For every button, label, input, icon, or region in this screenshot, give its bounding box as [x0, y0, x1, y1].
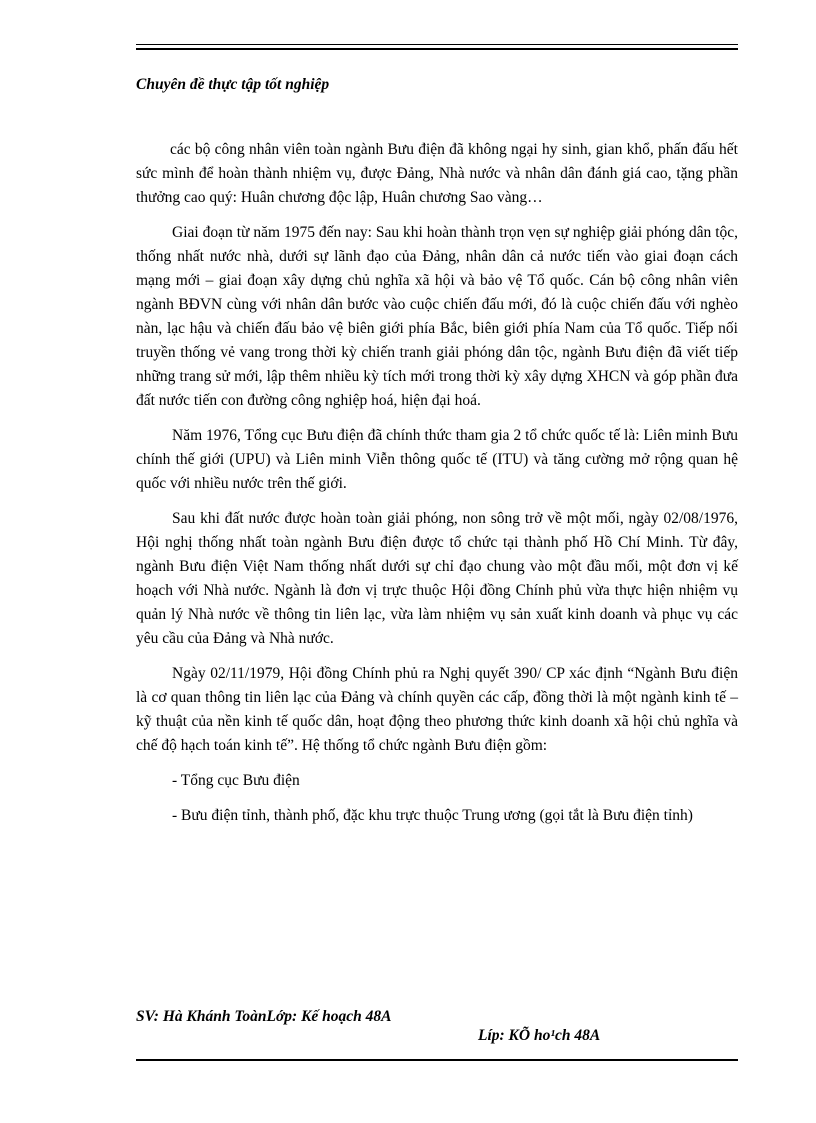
footer-rule [136, 1059, 738, 1061]
header-rule-thin [136, 44, 738, 45]
paragraph: Ngày 02/11/1979, Hội đồng Chính phủ ra Nghị quyết 390/ CP xác định “Ngành Bưu điện là cơ quan thông tin liên lạc của Đảng và chính quyền các cấp, đồng thời là một ngành kinh tế – kỹ thuật của nền kinh tế quốc dân, hoạt động theo phương thức kinh doanh xã hội chủ nghĩa và chế độ hạch toán kinh tế”. Hệ thống tổ chức ngành Bưu điện gồm: [136, 665, 738, 754]
document-body [136, 138, 738, 839]
list-item: - Bưu điện tỉnh, thành phố, đặc khu trực thuộc Trung ương (gọi tắt là Bưu điện tỉnh) [172, 807, 693, 824]
paragraph: Giai đoạn từ năm 1975 đến nay: Sau khi hoàn thành trọn vẹn sự nghiệp giải phóng dân tộc, thống nhất nước nhà, dưới sự lãnh đạo của Đảng, nhân dân cả nước tiến vào giai đoạn cách mạng mới – giai đoạn xây dựng chủ nghĩa xã hội và bảo vệ Tổ quốc. Cán bộ công nhân viên ngành BĐVN cùng với nhân dân bước vào cuộc chiến đấu mới, đó là cuộc chiến đấu với nghèo nàn, lạc hậu và chiến đấu bảo vệ biên giới phía Bắc, biên giới phía Nam của Tổ quốc. Tiếp nối truyền thống vẻ vang trong thời kỳ chiến tranh giải phóng dân tộc, ngành Bưu điện đã viết tiếp những trang sử mới, lập thêm nhiều kỳ tích mới trong thời kỳ xây dựng XHCN và góp phần đưa đất nước tiến con đường công nghiệp hoá, hiện đại hoá. [136, 224, 738, 409]
list-item: - Tổng cục Bưu điện [172, 772, 300, 789]
footer-class-line: Líp: KÕ ho¹ch 48A [478, 1027, 601, 1044]
paragraph: Năm 1976, Tổng cục Bưu điện đã chính thức tham gia 2 tổ chức quốc tế là: Liên minh Bưu chính thế giới (UPU) và Liên minh Viễn thông quốc tế (ITU) và tăng cường mở rộng quan hệ quốc với nhiều nước trên thế giới. [136, 427, 738, 492]
paragraph: Sau khi đất nước được hoàn toàn giải phóng, non sông trở về một mối, ngày 02/08/1976, Hội nghị thống nhất toàn ngành Bưu điện được tổ chức tại thành phố Hồ Chí Minh. Từ đây, ngành Bưu điện Việt Nam thống nhất dưới sự chỉ đạo chung vào một đầu mối, một đơn vị kế hoạch với Nhà nước. Ngành là đơn vị trực thuộc Hội đồng Chính phủ vừa thực hiện nhiệm vụ quản lý Nhà nước về thông tin liên lạc, vừa làm nhiệm vụ sản xuất kinh doanh và phục vụ các yêu cầu của Đảng và Nhà nước. [136, 510, 738, 647]
paragraph: các bộ công nhân viên toàn ngành Bưu điện đã không ngại hy sinh, gian khổ, phấn đấu hết sức mình để hoàn thành nhiệm vụ, được Đảng, Nhà nước và nhân dân đánh giá cao, tặng phần thưởng cao quý: Huân chương độc lập, Huân chương Sao vàng… [136, 141, 738, 206]
footer-student-line: SV: Hà Khánh ToànLớp: Kế hoạch 48A [136, 1008, 392, 1025]
document-header-title: Chuyên đề thực tập tốt nghiệp [136, 76, 330, 93]
header-rule-thick [136, 48, 738, 50]
